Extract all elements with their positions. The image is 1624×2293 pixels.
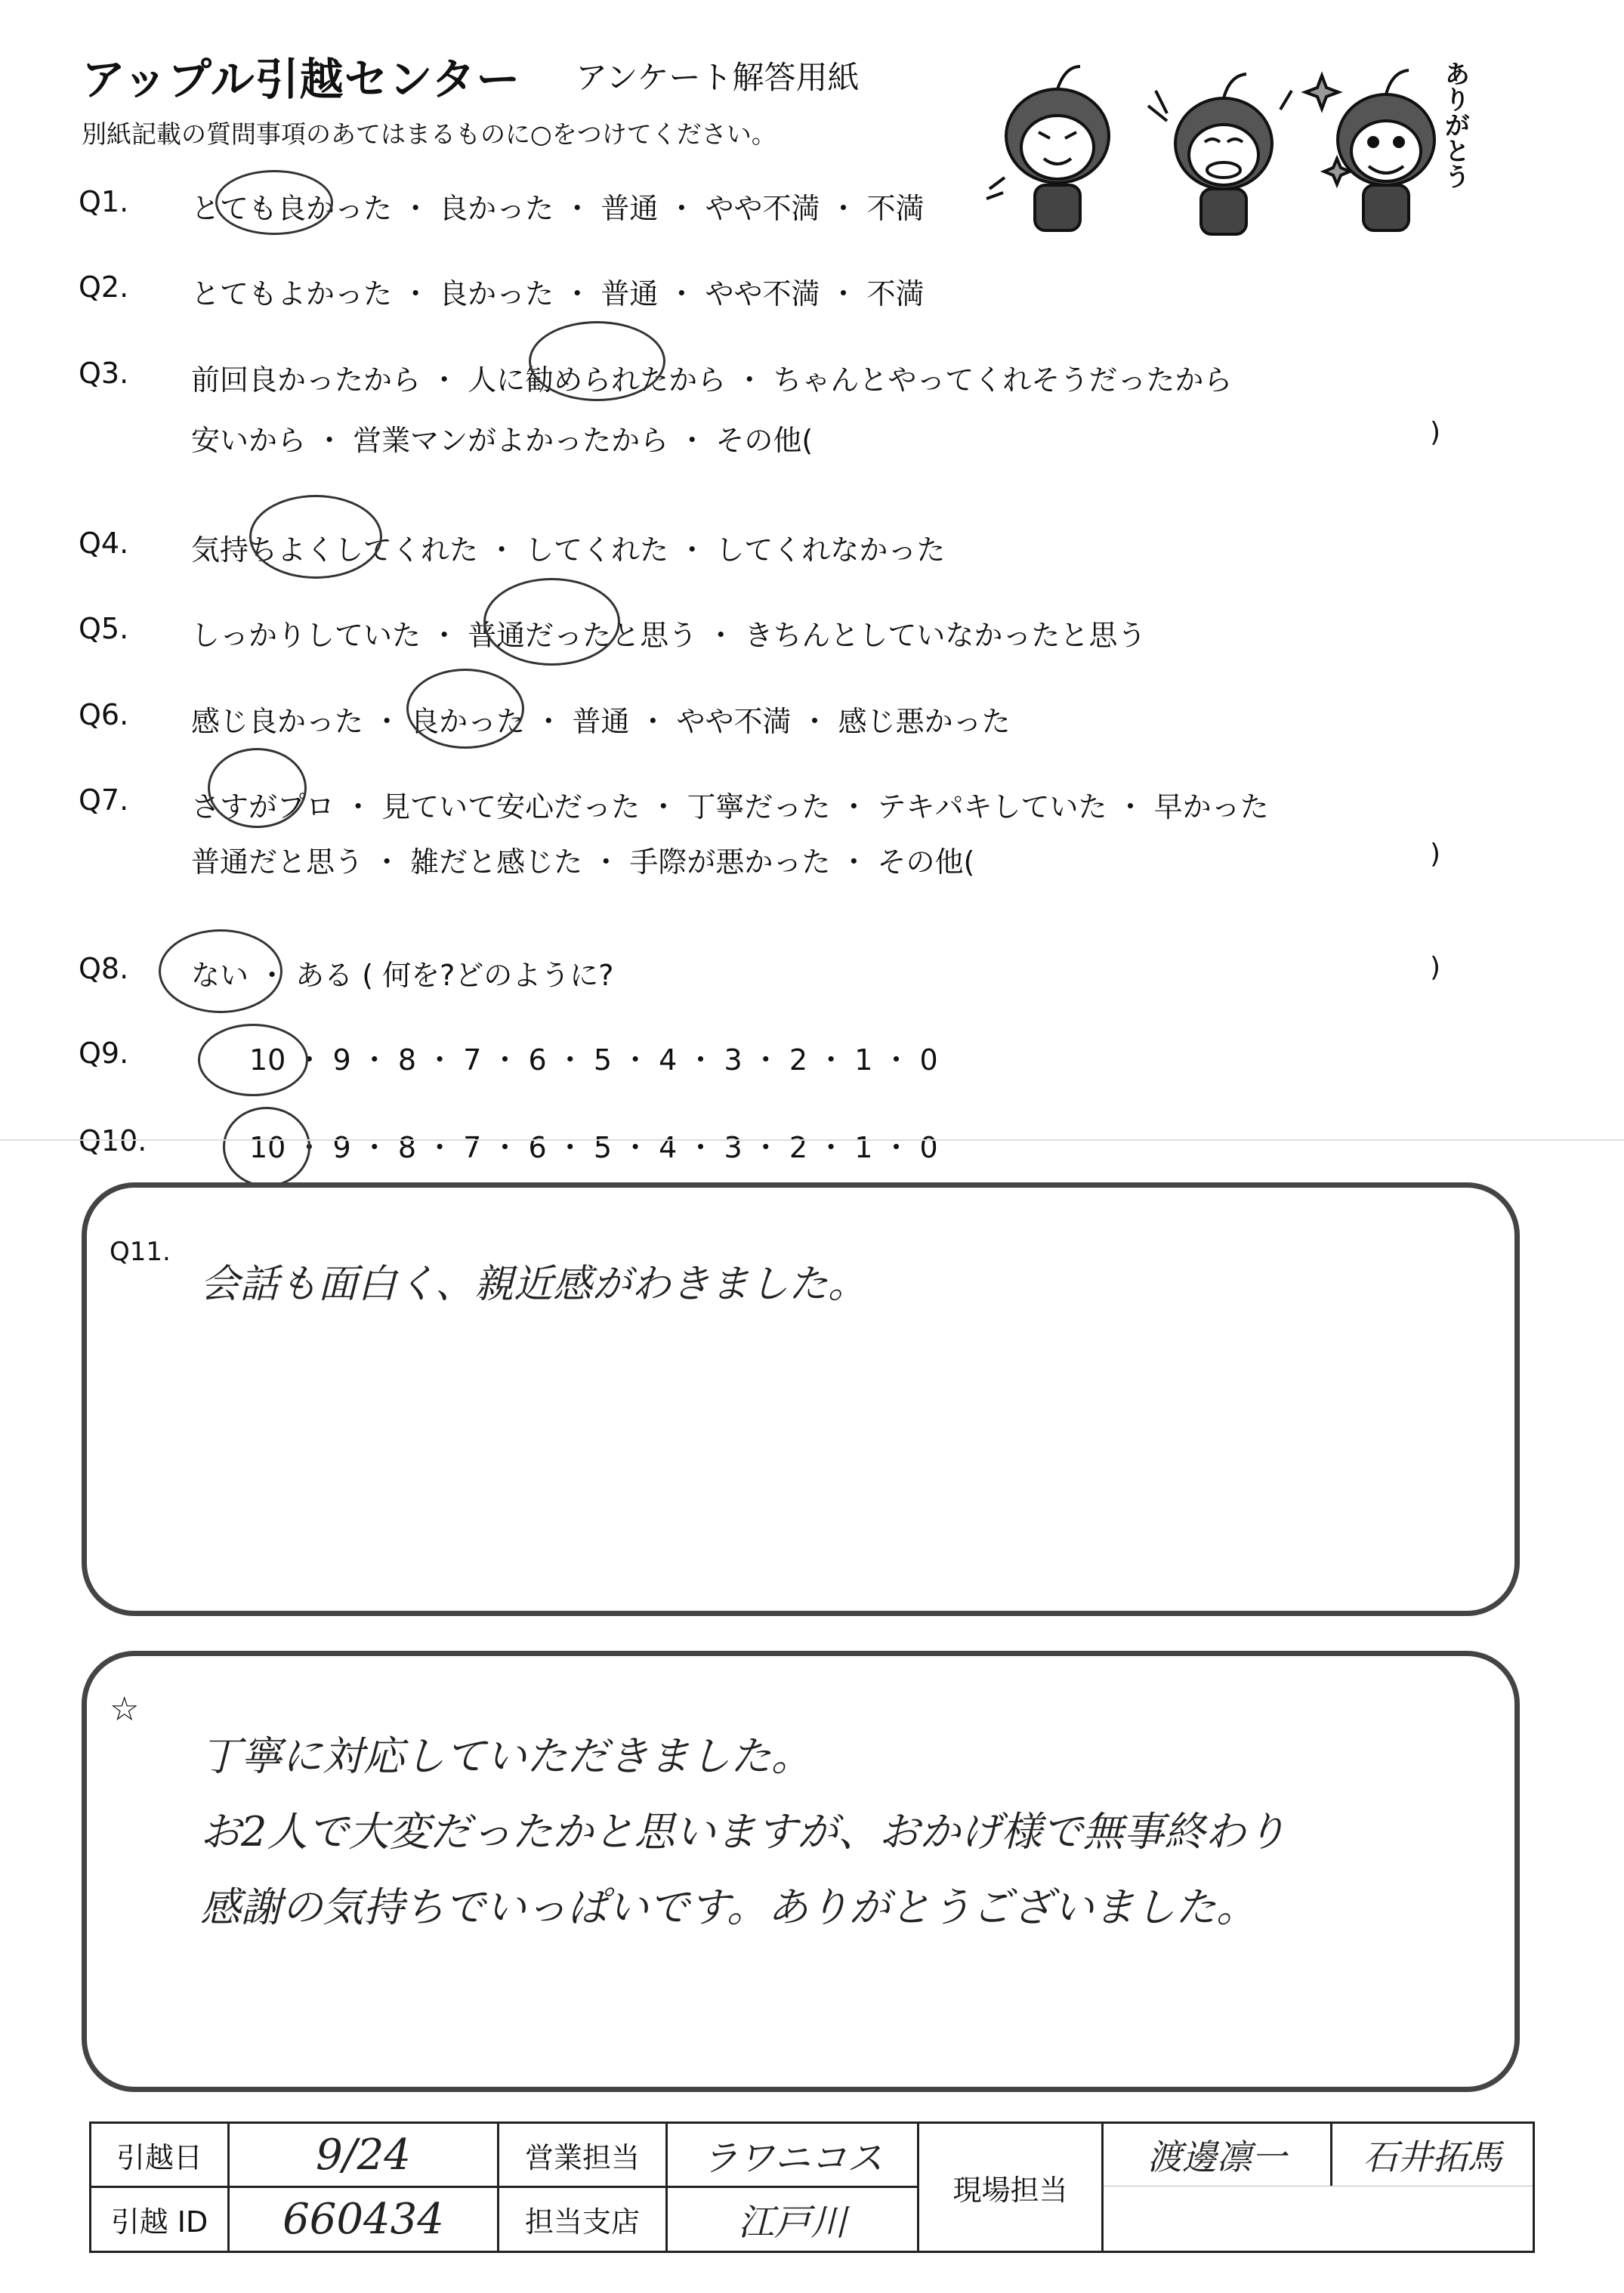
comment-line-3: 感謝の気持ちでいっぱいです。ありがとうございました。 (200, 1884, 1258, 1931)
answer-options: 気持ちよくしてくれた ・ してくれた ・ してくれなかった (191, 533, 946, 567)
star-icon: ☆ (110, 1690, 140, 1729)
answer-options: 安いから ・ 営業マンがよかったから ・ その他( (191, 424, 814, 457)
question-number: Q9. (79, 1037, 129, 1070)
branch-label: 担当支店 (499, 2188, 668, 2251)
answer-options: ない ・ ある ( 何を?どのように? (191, 959, 614, 992)
question-number: Q4. (79, 527, 129, 560)
selection-circle-q4 (249, 495, 382, 579)
closing-paren: ) (1430, 417, 1441, 448)
move-date-value: 9/24 (230, 2124, 499, 2186)
question-number: Q8. (79, 952, 129, 985)
answer-options: 10 ・ 9 ・ 8 ・ 7 ・ 6 ・ 5 ・ 4 ・ 3 ・ 2 ・ 1 ・ 0 (249, 1131, 938, 1164)
answer-options: 前回良かったから ・ 人に勧められたから ・ ちゃんとやってくれそうだったから (191, 363, 1233, 397)
comment-line-2: お2人で大変だったかと思いますが、おかげ様で無事終わり (200, 1808, 1287, 1856)
selection-circle-q5 (483, 578, 620, 666)
free-comment-box (82, 1651, 1520, 2092)
q11-label: Q11. (110, 1237, 171, 1267)
selection-circle-q9 (198, 1024, 308, 1096)
closing-paren: ) (1430, 952, 1441, 983)
question-number: Q1. (79, 185, 129, 218)
selection-circle-q10 (223, 1107, 310, 1187)
answer-options: しっかりしていた ・ 普通だったと思う ・ きちんとしていなかったと思う (191, 619, 1147, 652)
site-staff-1: 渡邊凛一 (1104, 2124, 1332, 2186)
question-number: Q3. (79, 357, 129, 390)
answer-options: とても良かった ・ 良かった ・ 普通 ・ やや不満 ・ 不満 (191, 192, 925, 225)
question-number: Q2. (79, 270, 129, 304)
selection-circle-q3 (529, 321, 665, 401)
closing-paren: ) (1430, 839, 1441, 870)
branch-value: 江戸川 (668, 2188, 919, 2251)
move-date-label: 引越日 (91, 2124, 230, 2186)
site-staff-2: 石井拓馬 (1363, 2137, 1502, 2177)
answer-options: 普通だと思う ・ 雑だと感じた ・ 手際が悪かった ・ その他( (191, 845, 975, 879)
answer-options: 感じ良かった ・ 良かった ・ 普通 ・ やや不満 ・ 感じ悪かった (191, 705, 1011, 738)
selection-circle-q1 (215, 170, 333, 235)
form-instruction: 別紙記載の質問事項のあてはまるものに○をつけてください。 (82, 119, 776, 149)
form-title: アップル引越センター (82, 54, 521, 105)
form-subtitle: アンケート解答用紙 (576, 59, 860, 96)
site-staff-label: 現場担当 (919, 2124, 1104, 2251)
answer-options: 10 ・ 9 ・ 8 ・ 7 ・ 6 ・ 5 ・ 4 ・ 3 ・ 2 ・ 1 ・ 0 (249, 1043, 938, 1077)
monkey-mascots-icon (974, 45, 1473, 242)
fold-line (0, 1139, 1624, 1141)
q11-answer: 会話も面白く、親近感がわきました。 (200, 1262, 867, 1307)
sales-label: 営業担当 (499, 2124, 668, 2186)
mascot-illustration (974, 45, 1473, 242)
selection-circle-q8 (159, 929, 283, 1013)
question-number: Q5. (79, 612, 129, 645)
move-id-label: 引越 ID (91, 2188, 230, 2251)
comment-line-1: 丁寧に対応していただきました。 (200, 1732, 812, 1780)
selection-circle-q7 (208, 748, 307, 828)
question-number: Q10. (79, 1124, 147, 1157)
mascot-caption: ありがとう (1440, 60, 1470, 189)
selection-circle-q6 (406, 669, 524, 749)
question-number: Q7. (79, 783, 129, 817)
answer-options: さすがプロ ・ 見ていて安心だった ・ 丁寧だった ・ テキパキしていた ・ 早かった (191, 790, 1269, 824)
q11-comment-box (82, 1182, 1520, 1616)
move-info-table (89, 2121, 1535, 2253)
question-number: Q6. (79, 698, 129, 731)
move-id-value: 660434 (230, 2188, 499, 2251)
sales-value: ラワニコス (668, 2124, 919, 2186)
answer-options: とてもよかった ・ 良かった ・ 普通 ・ やや不満 ・ 不満 (191, 277, 925, 311)
